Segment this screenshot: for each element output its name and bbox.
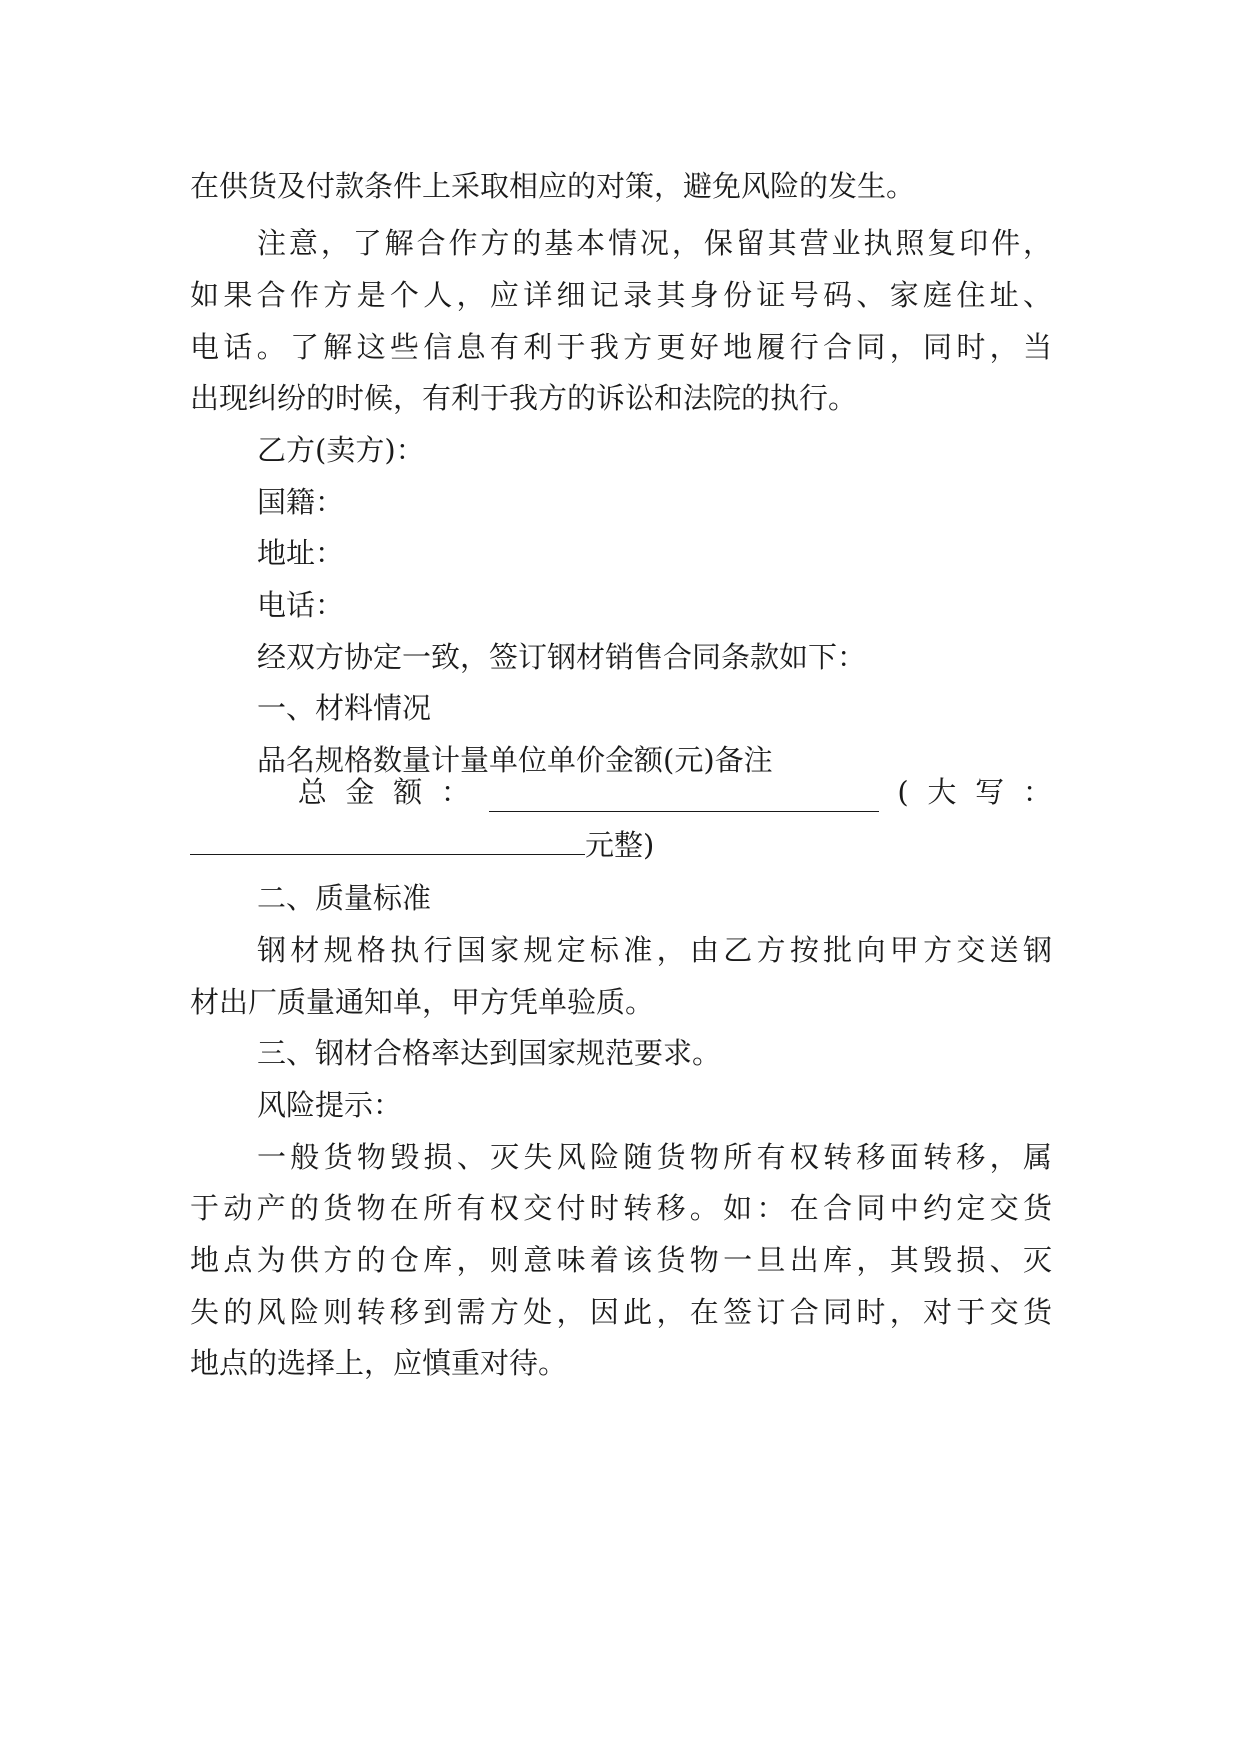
- phone-label: 电话：: [257, 588, 345, 622]
- capital-close: 元整): [585, 828, 655, 862]
- total-label-char: ：: [440, 775, 470, 809]
- total-amount-row: [257, 772, 1052, 812]
- total-label-char: 额: [393, 775, 423, 809]
- total-label-char: 金: [345, 775, 375, 809]
- total-amount-blank: [489, 785, 879, 812]
- paragraph-line: 经双方协定一致，签订钢材销售合同条款如下：: [257, 640, 867, 674]
- capital-amount-line: [190, 825, 654, 865]
- paragraph-line: 于动产的货物在所有权交付时转移。如：在合同中约定交货: [190, 1191, 1052, 1225]
- section-heading-quality: 二、质量标准: [257, 881, 432, 915]
- paragraph-line: 注意，了解合作方的基本情况，保留其营业执照复印件，: [257, 226, 1052, 260]
- party-b-label: 乙方(卖方)：: [257, 433, 425, 467]
- paragraph-line: 出现纠纷的时候，有利于我方的诉讼和法院的执行。: [190, 381, 858, 415]
- section-heading-qualified-rate: 三、钢材合格率达到国家规范要求。: [257, 1036, 722, 1070]
- capital-char: (: [897, 775, 909, 809]
- materials-table-header: 品名规格数量计量单位单价金额(元)备注: [257, 743, 773, 777]
- paragraph-line: 在供货及付款条件上采取相应的对策，避免风险的发生。: [190, 169, 916, 203]
- risk-tip-label: 风险提示：: [257, 1088, 403, 1122]
- total-label-char: 总: [297, 775, 327, 809]
- paragraph-line: 材出厂质量通知单，甲方凭单验质。: [190, 985, 655, 1019]
- capital-char: 写: [975, 775, 1005, 809]
- paragraph-line: 地点为供方的仓库，则意味着该货物一旦出库，其毁损、灭: [190, 1243, 1052, 1277]
- address-label: 地址：: [257, 536, 345, 570]
- capital-char: ：: [1022, 775, 1052, 809]
- paragraph-line: 电话。了解这些信息有利于我方更好地履行合同，同时，当: [190, 330, 1052, 364]
- capital-amount-blank: [190, 828, 585, 855]
- paragraph-line: 钢材规格执行国家规定标准，由乙方按批向甲方交送钢: [257, 933, 1052, 967]
- capital-char: 大: [927, 775, 957, 809]
- section-heading-materials: 一、材料情况: [257, 691, 432, 725]
- paragraph-line: 如果合作方是个人，应详细记录其身份证号码、家庭住址、: [190, 278, 1052, 312]
- nationality-label: 国籍：: [257, 485, 345, 519]
- paragraph-line: 地点的选择上，应慎重对待。: [190, 1346, 568, 1380]
- paragraph-line: 一般货物毁损、灭失风险随货物所有权转移面转移，属: [257, 1140, 1052, 1174]
- paragraph-line: 失的风险则转移到需方处，因此，在签订合同时，对于交货: [190, 1295, 1052, 1329]
